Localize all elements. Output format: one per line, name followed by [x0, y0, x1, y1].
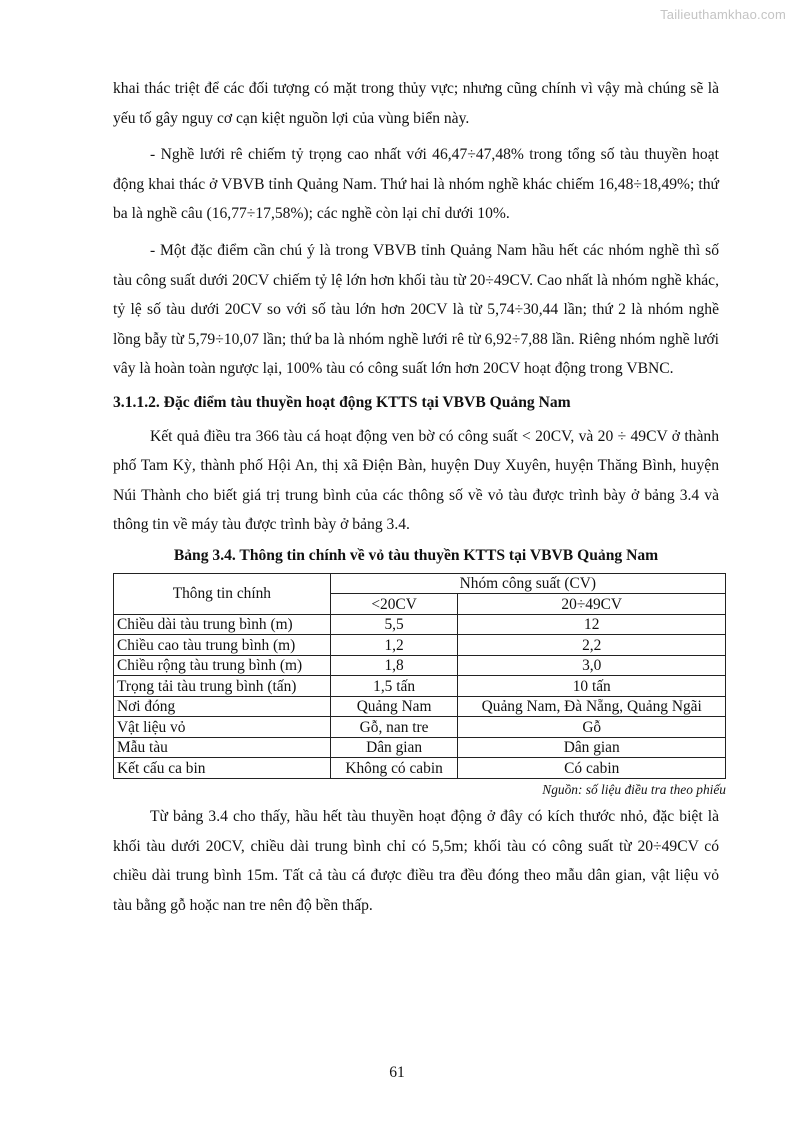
row-value-under-20cv: Gỗ, nan tre [330, 717, 458, 738]
watermark: Tailieuthamkhao.com [660, 7, 786, 22]
table-header-row [114, 573, 726, 594]
paragraph-1: khai thác triệt để các đối tượng có mặt trong thủy vực; nhưng cũng chính vì vậy mà chúng sẽ là yếu tố gây nguy cơ cạn kiệt nguồn lợi của vùng biển này. [113, 80, 719, 127]
table-row [114, 737, 726, 758]
table-row [114, 655, 726, 676]
table-row [114, 717, 726, 738]
row-label: Chiều cao tàu trung bình (m) [114, 635, 331, 656]
table-row [114, 758, 726, 779]
row-label: Vật liệu vỏ [114, 717, 331, 738]
row-value-20-49cv: 12 [458, 614, 726, 635]
paragraph-3: - Một đặc điểm cần chú ý là trong VBVB tỉnh Quảng Nam hầu hết các nhóm nghề thì số tàu công suất dưới 20CV chiếm tỷ lệ lớn hơn khối tàu từ 20÷49CV. Cao nhất là nhóm nghề khác, tỷ lệ số tàu dưới 20CV so với số tàu lớn hơn 20CV là từ 5,74÷30,44 lần; thứ 2 là nhóm nghề lồng bẫy từ 5,79÷10,07 lần; thứ ba là nhóm nghề lưới rê từ 6,92÷7,88 lần. Riêng nhóm nghề lưới vây là hoàn toàn ngược lại, 100% tàu có công suất lớn hơn 20CV hoạt động trong VBNC. [113, 241, 719, 378]
row-label: Trọng tải tàu trung bình (tấn) [114, 676, 331, 697]
row-label: Kết cấu ca bin [114, 758, 331, 779]
paragraph-5: Từ bảng 3.4 cho thấy, hầu hết tàu thuyền hoạt động ở đây có kích thước nhỏ, đặc biệt là khối tàu dưới 20CV, chiều dài trung bình chỉ có 5,5m; khối tàu có công suất từ 20÷49CV có chiều dài trung bình 15m. Tất cả tàu cá được điều tra đều đóng theo mẫu dân gian, vật liệu vỏ tàu bằng gỗ hoặc nan tre nên độ bền thấp. [113, 807, 719, 914]
header-col-20-49cv: 20÷49CV [458, 594, 726, 615]
row-value-20-49cv: 10 tấn [458, 676, 726, 697]
row-label: Chiều rộng tàu trung bình (m) [114, 655, 331, 676]
row-value-under-20cv: Dân gian [330, 737, 458, 758]
header-power-group: Nhóm công suất (CV) [330, 573, 725, 594]
page-body [113, 74, 726, 920]
row-value-under-20cv: 1,2 [330, 635, 458, 656]
row-value-under-20cv: Quảng Nam [330, 696, 458, 717]
row-value-20-49cv: 2,2 [458, 635, 726, 656]
vessel-info-table [113, 573, 726, 779]
row-value-under-20cv: 5,5 [330, 614, 458, 635]
table-caption: Bảng 3.4. Thông tin chính về vỏ tàu thuyền KTTS tại VBVB Quảng Nam [173, 546, 659, 564]
row-label: Mẫu tàu [114, 737, 331, 758]
row-value-20-49cv: Quảng Nam, Đà Nẵng, Quảng Ngãi [458, 696, 726, 717]
page-number: 61 [389, 1064, 405, 1081]
row-value-under-20cv: 1,8 [330, 655, 458, 676]
paragraph-2: - Nghề lưới rê chiếm tỷ trọng cao nhất với 46,47÷47,48% trong tổng số tàu thuyền hoạt động khai thác ở VBVB tỉnh Quảng Nam. Thứ hai là nhóm nghề khác chiếm 16,48÷18,49%; thứ ba là nghề câu (16,77÷17,58%); các nghề còn lại chỉ dưới 10%. [113, 146, 719, 223]
row-value-20-49cv: Dân gian [458, 737, 726, 758]
paragraph-4: Kết quả điều tra 366 tàu cá hoạt động ven bờ có công suất < 20CV, và 20 ÷ 49CV ở thành phố Tam Kỳ, thành phố Hội An, thị xã Điện Bàn, huyện Duy Xuyên, huyện Thăng Bình, huyện Núi Thành cho biết giá trị trung bình của các thông số về vỏ tàu được trình bày ở bảng 3.4 và thông tin về máy tàu được trình bày ở bảng 3.4. [113, 427, 719, 534]
section-heading: 3.1.1.2. Đặc điểm tàu thuyền hoạt động KTTS tại VBVB Quảng Nam [113, 393, 571, 411]
table-row [114, 614, 726, 635]
table-source-note: Nguồn: số liệu điều tra theo phiếu [542, 781, 726, 797]
table-row [114, 635, 726, 656]
header-col-under-20cv: <20CV [330, 594, 458, 615]
row-label: Chiều dài tàu trung bình (m) [114, 614, 331, 635]
row-value-20-49cv: 3,0 [458, 655, 726, 676]
header-main-info: Thông tin chính [114, 573, 331, 614]
row-label: Nơi đóng [114, 696, 331, 717]
row-value-20-49cv: Gỗ [458, 717, 726, 738]
table-row [114, 676, 726, 697]
row-value-under-20cv: Không có cabin [330, 758, 458, 779]
table-row [114, 696, 726, 717]
row-value-under-20cv: 1,5 tấn [330, 676, 458, 697]
row-value-20-49cv: Có cabin [458, 758, 726, 779]
